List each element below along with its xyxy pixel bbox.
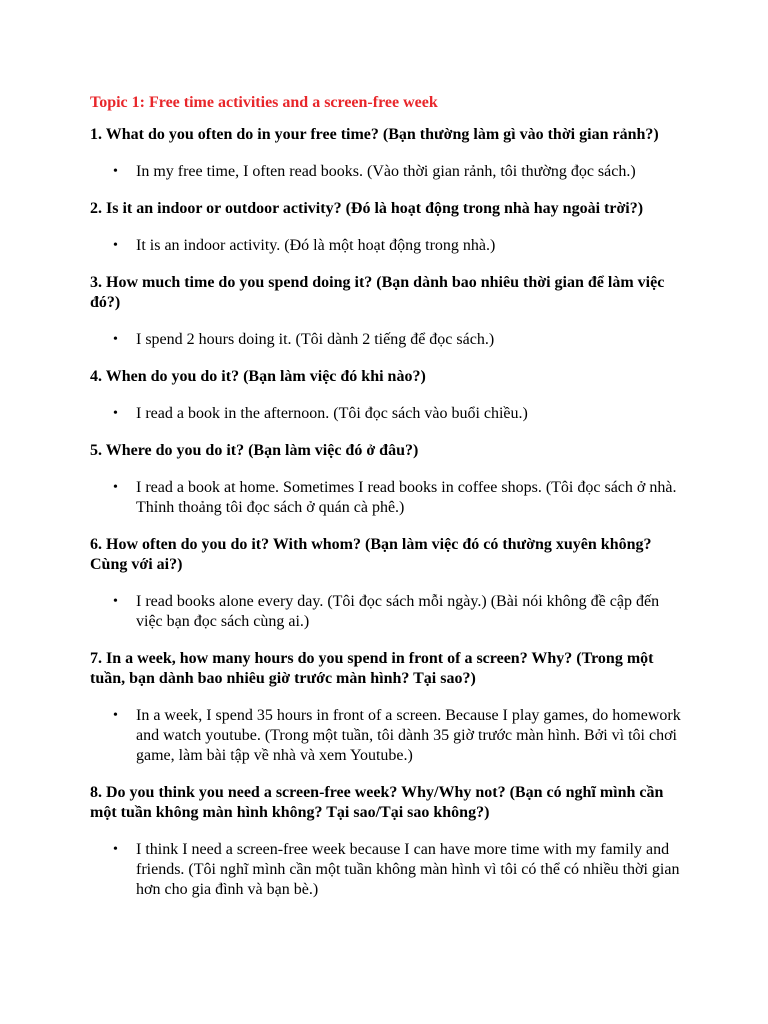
answer-item-8 — [90, 840, 688, 900]
qa-block-2 — [90, 199, 688, 256]
answer-text-6: I read books alone every day. (Tôi đọc sách mỗi ngày.) (Bài nói không đề cập đến việc bạn đọc sách cùng ai.) — [136, 593, 660, 630]
question-7: 7. In a week, how many hours do you spend in front of a screen? Why? (Trong một tuần, bạn dành bao nhiêu giờ trước màn hình? Tại sao?) — [90, 650, 654, 687]
answer-item-3 — [90, 330, 688, 350]
question-5: 5. Where do you do it? (Bạn làm việc đó ở đâu?) — [90, 442, 419, 459]
answer-text-8: I think I need a screen-free week because I can have more time with my family and friends. (Tôi nghĩ mình cần một tuần không màn hình vì tôi có thể có nhiều thời gian hơn cho gia đình và bạn bè.) — [136, 841, 680, 898]
answer-text-7: In a week, I spend 35 hours in front of a screen. Because I play games, do homework and watch youtube. (Trong một tuần, tôi dành 35 giờ trước màn hình. Bởi vì tôi chơi game, làm bài tập về nhà và xem Youtube.) — [136, 707, 681, 764]
answer-list-6 — [90, 592, 688, 632]
answer-item-6 — [90, 592, 688, 632]
qa-block-8 — [90, 783, 688, 900]
bullet-icon: • — [113, 842, 118, 857]
answer-text-4: I read a book in the afternoon. (Tôi đọc sách vào buổi chiều.) — [136, 405, 528, 422]
question-6: 6. How often do you do it? With whom? (Bạn làm việc đó có thường xuyên không? Cùng với ai?) — [90, 536, 652, 573]
question-4: 4. When do you do it? (Bạn làm việc đó khi nào?) — [90, 368, 426, 385]
answer-item-4 — [90, 404, 688, 424]
question-8: 8. Do you think you need a screen-free week? Why/Why not? (Bạn có nghĩ mình cần một tuần không màn hình không? Tại sao/Tại sao không?) — [90, 784, 664, 821]
bullet-icon: • — [113, 332, 118, 347]
bullet-icon: • — [113, 164, 118, 179]
answer-item-2 — [90, 236, 688, 256]
bullet-icon: • — [113, 708, 118, 723]
answer-list-7 — [90, 706, 688, 766]
qa-block-6 — [90, 535, 688, 632]
qa-block-5 — [90, 441, 688, 518]
answer-item-5 — [90, 478, 688, 518]
bullet-icon: • — [113, 406, 118, 421]
bullet-icon: • — [113, 238, 118, 253]
answer-list-1 — [90, 162, 688, 182]
topic-title: Topic 1: Free time activities and a screen-free week — [90, 94, 438, 111]
question-2: 2. Is it an indoor or outdoor activity? (Đó là hoạt động trong nhà hay ngoài trời?) — [90, 200, 644, 217]
bullet-icon: • — [113, 594, 118, 609]
answer-list-2 — [90, 236, 688, 256]
answer-item-7 — [90, 706, 688, 766]
answer-item-1 — [90, 162, 688, 182]
question-1: 1. What do you often do in your free time? (Bạn thường làm gì vào thời gian rảnh?) — [90, 126, 659, 143]
answer-list-5 — [90, 478, 688, 518]
qa-block-7 — [90, 649, 688, 766]
qa-block-4 — [90, 367, 688, 424]
bullet-icon: • — [113, 480, 118, 495]
answer-text-5: I read a book at home. Sometimes I read books in coffee shops. (Tôi đọc sách ở nhà. Thỉnh thoảng tôi đọc sách ở quán cà phê.) — [136, 479, 677, 516]
answer-list-4 — [90, 404, 688, 424]
answer-text-2: It is an indoor activity. (Đó là một hoạt động trong nhà.) — [136, 237, 496, 254]
question-3: 3. How much time do you spend doing it? (Bạn dành bao nhiêu thời gian để làm việc đó?) — [90, 274, 665, 311]
qa-block-1 — [90, 125, 688, 182]
qa-block-3 — [90, 273, 688, 350]
answer-text-3: I spend 2 hours doing it. (Tôi dành 2 tiếng để đọc sách.) — [136, 331, 495, 348]
answer-text-1: In my free time, I often read books. (Vào thời gian rảnh, tôi thường đọc sách.) — [136, 163, 636, 180]
answer-list-3 — [90, 330, 688, 350]
answer-list-8 — [90, 840, 688, 900]
